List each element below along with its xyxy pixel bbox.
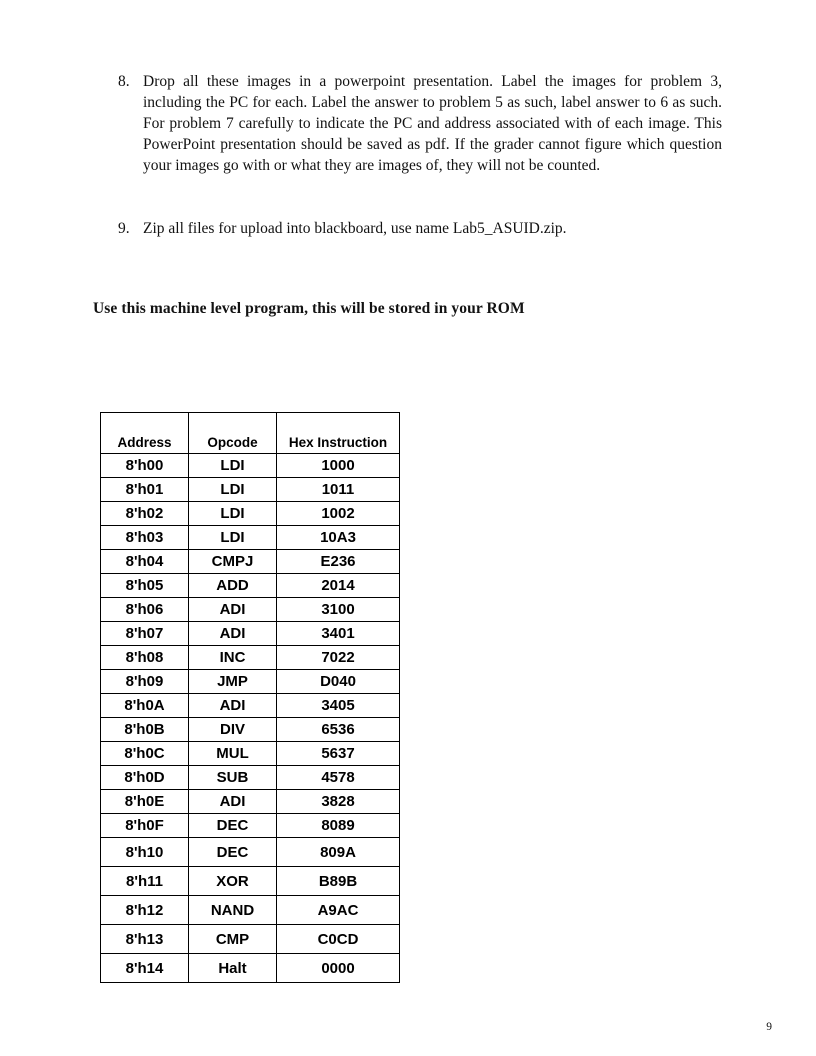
table-cell: ADD [189,574,277,598]
table-cell: 0000 [277,954,400,983]
table-cell: 8'h06 [101,598,189,622]
table-row [101,954,400,983]
table-cell: CMP [189,925,277,954]
table-cell: 8'h00 [101,454,189,478]
table-cell: 8'h09 [101,670,189,694]
table-cell: 1000 [277,454,400,478]
table-row [101,550,400,574]
table-cell: 5637 [277,742,400,766]
table-cell: XOR [189,867,277,896]
table-cell: 3401 [277,622,400,646]
table-cell: 3828 [277,790,400,814]
table-row [101,718,400,742]
table-cell: 8'h07 [101,622,189,646]
table-cell: 1011 [277,478,400,502]
table-cell: E236 [277,550,400,574]
table-row [101,454,400,478]
table-cell: C0CD [277,925,400,954]
table-row [101,526,400,550]
table-row [101,814,400,838]
table-row [101,478,400,502]
table-row [101,867,400,896]
table-cell: NAND [189,896,277,925]
list-item-text: Drop all these images in a powerpoint presentation. Label the images for problem 3, including the PC for each. Label the answer to problem 5 as such, label answer to 6 as such. For problem 7 carefully to indicate the PC and address associated with of each image. This PowerPoint presentation should be saved as pdf. If the grader cannot figure which question your images go with or what they are images of, they will not be counted. [143,73,722,174]
table-row [101,790,400,814]
list-item-9 [118,218,722,239]
table-cell: DEC [189,838,277,867]
table-cell: INC [189,646,277,670]
table-header-hex-instruction: Hex Instruction [277,413,400,454]
table-cell: B89B [277,867,400,896]
table-cell: 7022 [277,646,400,670]
table-cell: 3405 [277,694,400,718]
table-cell: D040 [277,670,400,694]
table-cell: LDI [189,526,277,550]
list-item-number: 9. [118,220,130,237]
table-row [101,574,400,598]
table-cell: 8'h11 [101,867,189,896]
table-header-row [101,413,400,454]
table-row [101,766,400,790]
table-cell: 8'h01 [101,478,189,502]
table-cell: ADI [189,622,277,646]
table-cell: 4578 [277,766,400,790]
table-cell: ADI [189,790,277,814]
rom-table [100,412,400,983]
table-cell: LDI [189,502,277,526]
table-row [101,646,400,670]
table-row [101,670,400,694]
table-header-address: Address [101,413,189,454]
table-cell: ADI [189,694,277,718]
table-cell: CMPJ [189,550,277,574]
list-item-number: 8. [118,73,130,90]
table-row [101,896,400,925]
table-cell: A9AC [277,896,400,925]
table-cell: LDI [189,478,277,502]
list-item-text: Zip all files for upload into blackboard, use name Lab5_ASUID.zip. [143,220,567,237]
table-cell: 3100 [277,598,400,622]
table-cell: 8'h10 [101,838,189,867]
table-cell: 8'h0F [101,814,189,838]
table-cell: Halt [189,954,277,983]
table-cell: 8'h05 [101,574,189,598]
table-cell: ADI [189,598,277,622]
table-row [101,742,400,766]
table-row [101,622,400,646]
table-cell: 8'h0C [101,742,189,766]
table-cell: 8'h03 [101,526,189,550]
table-cell: 8'h08 [101,646,189,670]
table-row [101,598,400,622]
table-row [101,694,400,718]
table-cell: 8089 [277,814,400,838]
table-cell: 8'h0B [101,718,189,742]
table-cell: 8'h0A [101,694,189,718]
list-item-8 [118,71,722,176]
table-row [101,838,400,867]
rom-program-heading: Use this machine level program, this will be stored in your ROM [93,300,525,317]
table-cell: 2014 [277,574,400,598]
page-number: 9 [766,1021,772,1033]
table-cell: SUB [189,766,277,790]
rom-table-body [101,454,400,983]
table-cell: 8'h0E [101,790,189,814]
table-cell: 8'h14 [101,954,189,983]
table-cell: 10A3 [277,526,400,550]
table-cell: LDI [189,454,277,478]
table-cell: DEC [189,814,277,838]
table-cell: 809A [277,838,400,867]
table-row [101,925,400,954]
table-cell: DIV [189,718,277,742]
table-cell: 8'h13 [101,925,189,954]
table-cell: 8'h02 [101,502,189,526]
table-cell: JMP [189,670,277,694]
rom-table-head [101,413,400,454]
table-header-opcode: Opcode [189,413,277,454]
table-cell: 8'h12 [101,896,189,925]
table-cell: 8'h04 [101,550,189,574]
table-cell: 8'h0D [101,766,189,790]
table-cell: 1002 [277,502,400,526]
table-row [101,502,400,526]
table-cell: 6536 [277,718,400,742]
table-cell: MUL [189,742,277,766]
